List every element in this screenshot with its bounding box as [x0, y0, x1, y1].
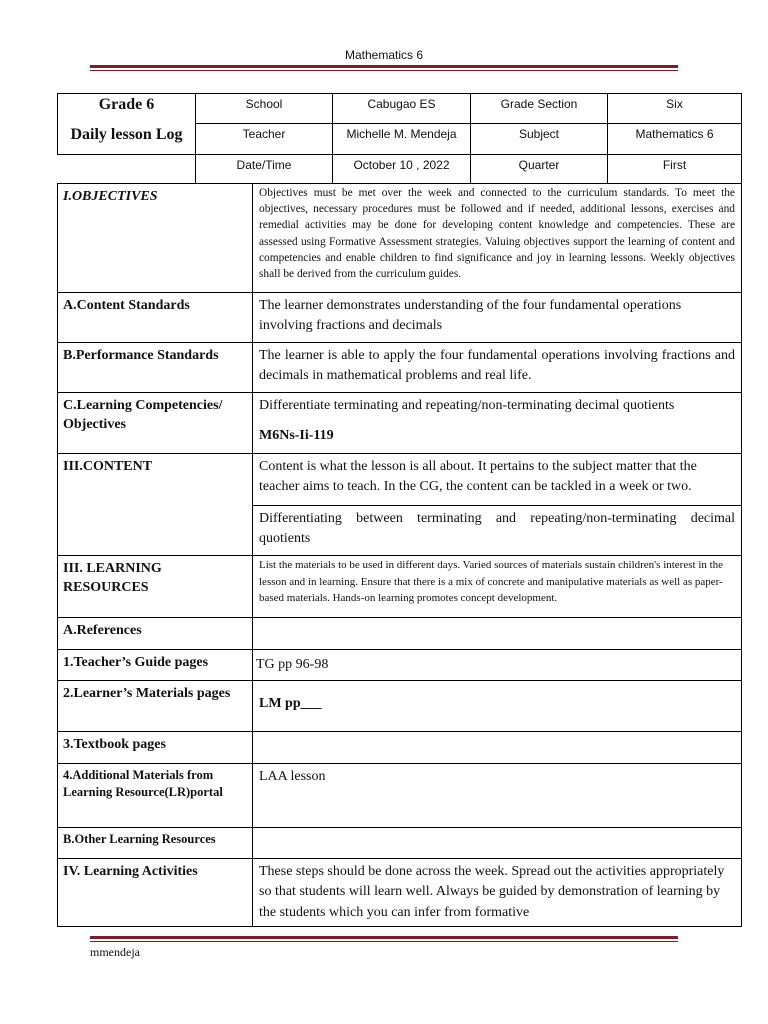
page-header: Mathematics 6	[344, 48, 424, 62]
tg-text: TG pp 96-98	[253, 650, 742, 681]
header-rule-thin	[90, 70, 678, 71]
content-standards-label: A.Content Standards	[58, 293, 253, 343]
footer-rule-thin	[90, 941, 678, 942]
tg-label: 1.Teacher’s Guide pages	[58, 650, 253, 681]
performance-standards-text: The learner is able to apply the four fundamental operations involving fractions and decimals in mathematical problems and real life.	[253, 343, 742, 393]
teacher-label: Teacher	[196, 124, 333, 155]
footer-text: mmendeja	[90, 945, 140, 959]
blank-cell	[58, 155, 196, 184]
grade-section-label: Grade Section	[471, 94, 608, 124]
content-label: III.CONTENT	[58, 454, 253, 556]
activities-label: IV. Learning Activities	[58, 859, 253, 927]
objectives-text: Objectives must be met over the week and connected to the curriculum standards. To meet the objectives, necessary procedures must be followed and if needed, additional lessons, exercises and remedial activities may be done for developing content knowledge and competencies. These are assessed using Formative Assessment strategies. Valuing objectives support the learning of content and competencies and enable children to find significance and joy in learning lessons. Weekly objectives shall be derived from the curriculum guides.	[253, 184, 742, 293]
grade-label: Grade 6	[98, 96, 155, 113]
competencies-cell	[253, 393, 742, 454]
log-title: Daily lesson Log	[70, 126, 183, 143]
other-resources-label: B.Other Learning Resources	[58, 828, 253, 859]
activities-text: These steps should be done across the week. Spread out the activities appropriately so that students will learn well. Always be guided by demonstration of learning by the students which you can infer from formative	[253, 859, 742, 927]
additional-label: 4.Additional Materials from Learning Resource(LR)portal	[58, 764, 253, 828]
objectives-label: I.OBJECTIVES	[58, 184, 253, 293]
competencies-text: Differentiate terminating and repeating/non-terminating decimal quotients	[259, 398, 675, 413]
references-value	[253, 618, 742, 650]
quarter-value: First	[608, 155, 742, 184]
performance-standards-label: B.Performance Standards	[58, 343, 253, 393]
school-value: Cabugao ES	[333, 94, 471, 124]
subject-label: Subject	[471, 124, 608, 155]
content-topic: Differentiating between terminating and repeating/non-terminating decimal quotients	[253, 506, 742, 556]
date-value: October 10 , 2022	[333, 155, 471, 184]
textbook-label: 3.Textbook pages	[58, 732, 253, 764]
title-cell	[58, 94, 196, 155]
competencies-label: C.Learning Competencies/ Objectives	[58, 393, 253, 454]
content-text: Content is what the lesson is all about. It pertains to the subject matter that the teacher aims to teach. In the CG, the content can be tackled in a week or two.	[253, 454, 742, 506]
header-table	[57, 93, 742, 184]
lesson-table	[57, 183, 742, 927]
content-standards-text: The learner demonstrates understanding of the four fundamental operations involving fractions and decimals	[253, 293, 742, 343]
textbook-value	[253, 732, 742, 764]
grade-section-value: Six	[608, 94, 742, 124]
competencies-code: M6Ns-Ii-119	[259, 428, 334, 444]
resources-text: List the materials to be used in different days. Varied sources of materials sustain children's interest in the lesson and in learning. Ensure that there is a mix of concrete and manipulative materials as well as paper-based materials. Hands-on learning promotes concept development.	[253, 556, 742, 618]
date-label: Date/Time	[196, 155, 333, 184]
lm-label: 2.Learner’s Materials pages	[58, 681, 253, 732]
lm-cell	[253, 681, 742, 732]
references-label: A.References	[58, 618, 253, 650]
quarter-label: Quarter	[471, 155, 608, 184]
resources-label: III. LEARNING RESOURCES	[58, 556, 253, 618]
subject-value: Mathematics 6	[608, 124, 742, 155]
school-label: School	[196, 94, 333, 124]
teacher-value: Michelle M. Mendeja	[333, 124, 471, 155]
lm-text: LM pp___	[259, 696, 322, 711]
header-rule	[90, 65, 678, 68]
other-resources-value	[253, 828, 742, 859]
footer-rule	[90, 936, 678, 939]
additional-text: LAA lesson	[253, 764, 742, 828]
